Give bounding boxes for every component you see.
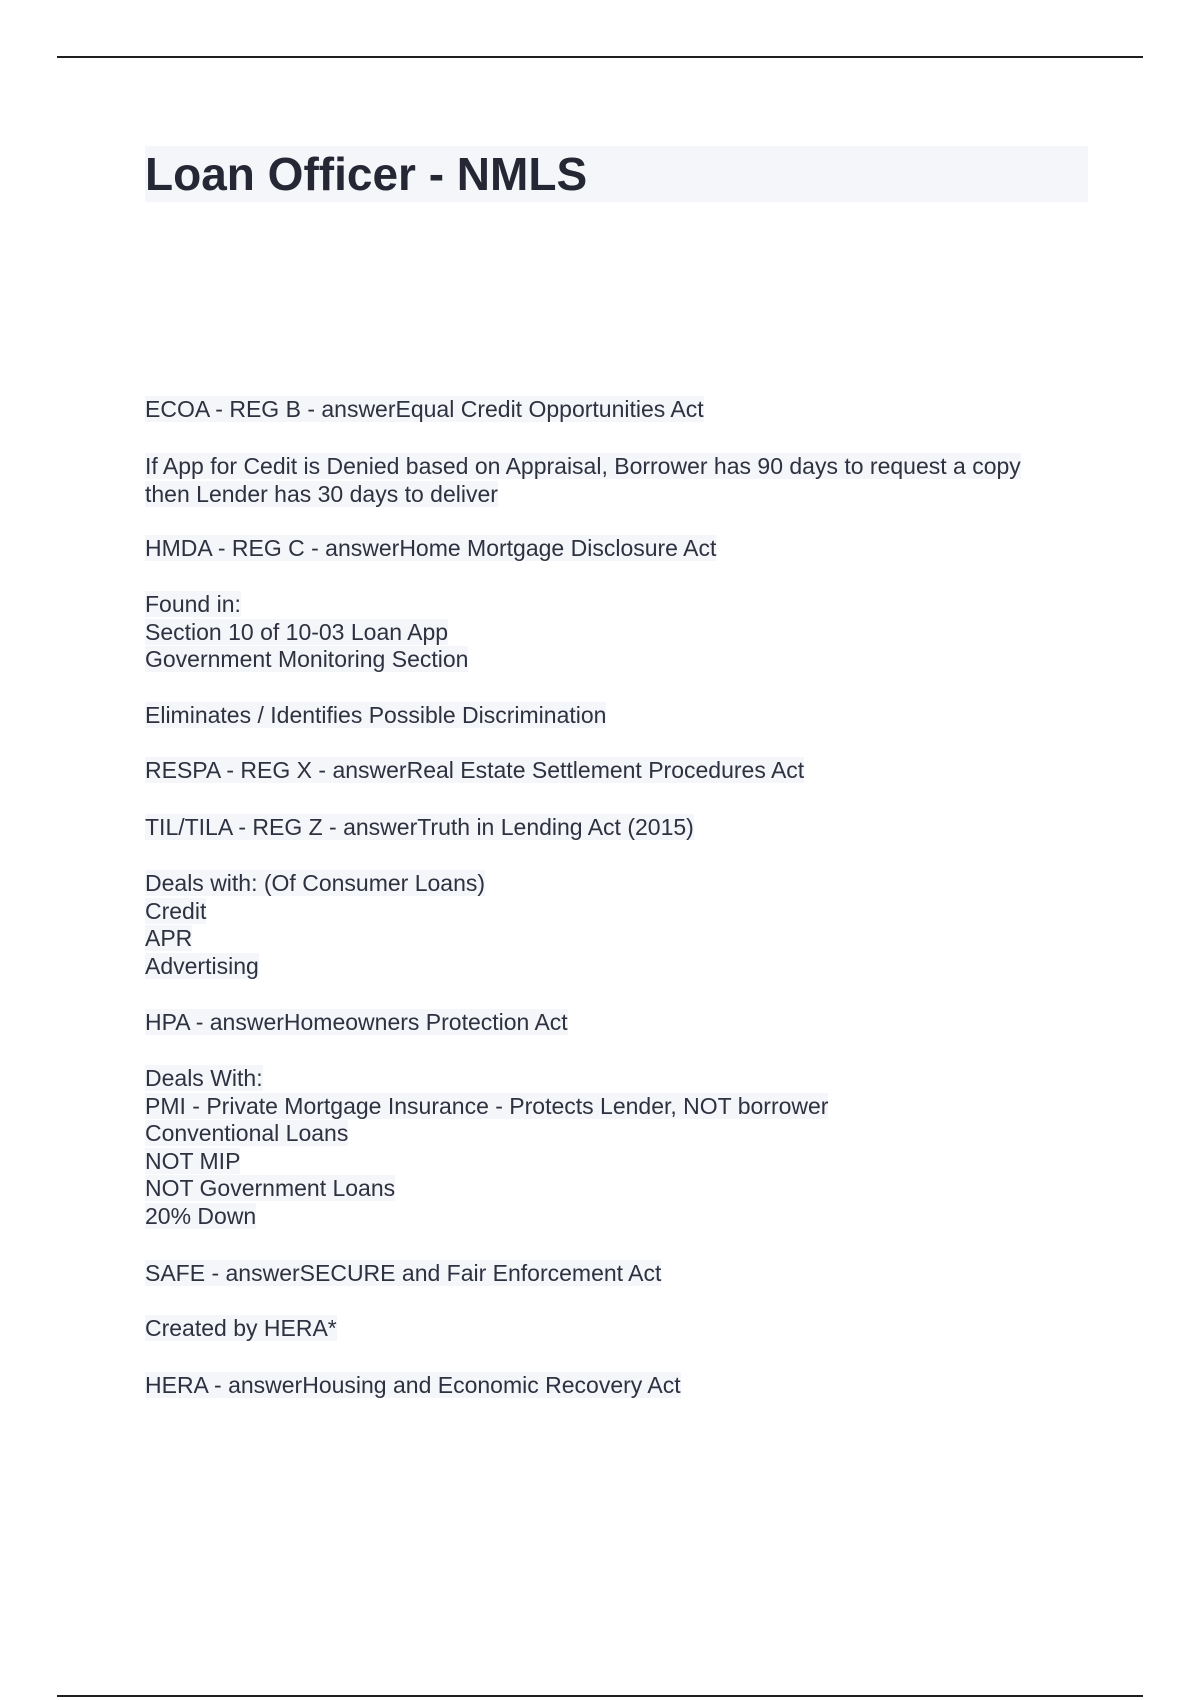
entry-ecoa xyxy=(145,396,704,424)
entry-hpa-deals-with xyxy=(145,1065,828,1230)
page-title: Loan Officer - NMLS xyxy=(145,146,1088,202)
entry-line: Created by HERA* xyxy=(145,1315,337,1341)
entry-line: APR xyxy=(145,925,193,951)
entry-line: ECOA - REG B - answerEqual Credit Opportunities Act xyxy=(145,396,704,422)
entry-hmda xyxy=(145,535,716,563)
entry-line: Eliminates / Identifies Possible Discrimination xyxy=(145,702,607,728)
top-rule xyxy=(57,56,1143,58)
entry-created-by-hera xyxy=(145,1315,337,1343)
entry-line: NOT MIP xyxy=(145,1147,241,1174)
entry-line: If App for Cedit is Denied based on Appraisal, Borrower has 90 days to request a copy xyxy=(145,453,1021,479)
entry-line: HPA - answerHomeowners Protection Act xyxy=(145,1009,568,1035)
entry-line: Deals with: (Of Consumer Loans) xyxy=(145,870,486,896)
entry-line: PMI - Private Mortgage Insurance - Protects Lender, NOT borrower xyxy=(145,1092,829,1119)
entry-line: Advertising xyxy=(145,952,259,979)
entry-hmda-found-in xyxy=(145,591,468,674)
entry-line: 20% Down xyxy=(145,1202,257,1229)
entry-line: Credit xyxy=(145,897,207,924)
bottom-rule xyxy=(57,1695,1143,1697)
entry-line: TIL/TILA - REG Z - answerTruth in Lending Act (2015) xyxy=(145,814,694,840)
entry-discrimination xyxy=(145,702,606,730)
entry-line: HERA - answerHousing and Economic Recovery Act xyxy=(145,1372,681,1398)
entry-respa xyxy=(145,757,804,785)
entry-line: HMDA - REG C - answerHome Mortgage Disclosure Act xyxy=(145,535,717,561)
entry-line: NOT Government Loans xyxy=(145,1175,396,1201)
entry-line: Conventional Loans xyxy=(145,1120,349,1146)
entry-line: SAFE - answerSECURE and Fair Enforcement Act xyxy=(145,1260,662,1286)
entry-line: then Lender has 30 days to deliver xyxy=(145,480,498,507)
entry-appraisal-note xyxy=(145,453,1021,508)
entry-tila xyxy=(145,814,694,842)
entry-line: Section 10 of 10-03 Loan App xyxy=(145,618,449,645)
entry-tila-deals-with xyxy=(145,870,485,980)
entry-safe xyxy=(145,1260,661,1288)
entry-hera xyxy=(145,1372,681,1400)
entry-hpa xyxy=(145,1009,568,1037)
entry-line: Deals With: xyxy=(145,1065,263,1091)
entry-line: Found in: xyxy=(145,591,241,617)
entry-line: RESPA - REG X - answerReal Estate Settlement Procedures Act xyxy=(145,757,805,783)
entry-line: Government Monitoring Section xyxy=(145,646,469,672)
